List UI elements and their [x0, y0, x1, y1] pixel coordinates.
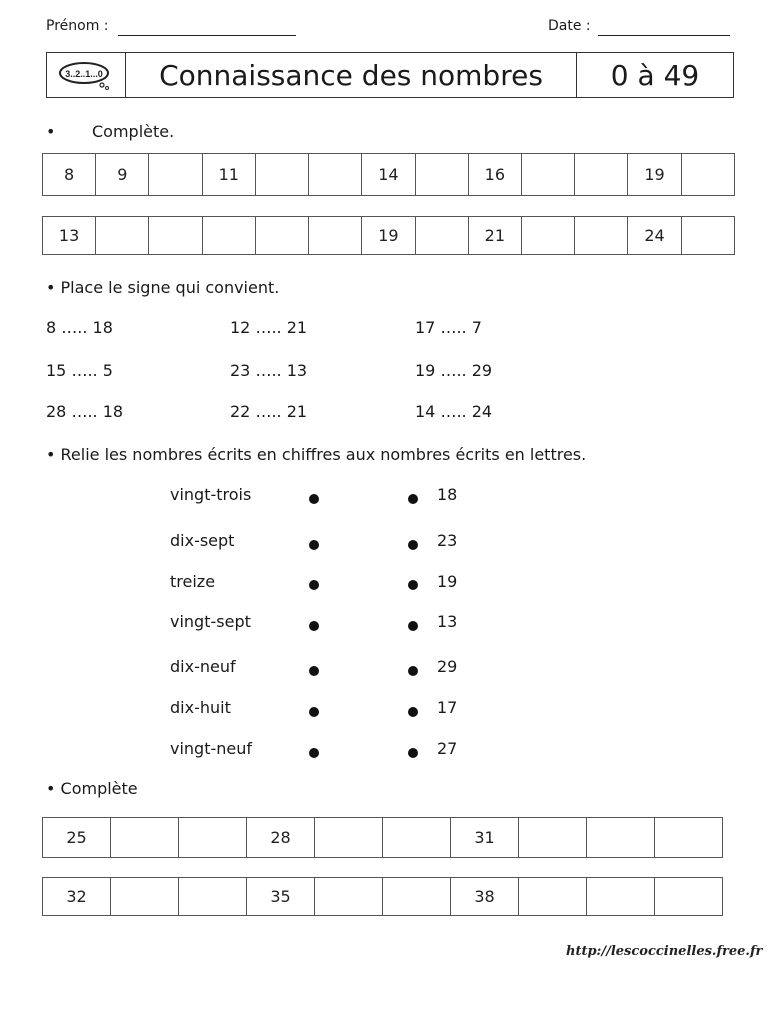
compare-item[interactable]: 23 ….. 13 — [230, 361, 308, 380]
blank-cell[interactable] — [315, 878, 383, 916]
blank-cell[interactable] — [655, 818, 723, 858]
section4-heading: • Complète — [46, 779, 138, 798]
number-grid-row-3 — [42, 817, 723, 858]
left-dot[interactable] — [309, 748, 319, 758]
blank-cell[interactable] — [587, 878, 655, 916]
blank-cell[interactable] — [521, 217, 574, 255]
blank-cell[interactable] — [149, 217, 202, 255]
blank-cell[interactable] — [575, 154, 628, 196]
right-dot[interactable] — [408, 748, 418, 758]
word-label: vingt-trois — [170, 485, 252, 504]
page-title: Connaissance des nombres — [126, 53, 577, 97]
number-cell: 32 — [43, 878, 111, 916]
blank-cell[interactable] — [415, 217, 468, 255]
number-cell: 31 — [451, 818, 519, 858]
compare-item[interactable]: 14 ….. 24 — [415, 402, 493, 421]
title-box — [46, 52, 734, 98]
compare-item[interactable]: 8 ….. 18 — [46, 318, 113, 337]
blank-cell[interactable] — [575, 217, 628, 255]
number-label: 18 — [437, 485, 458, 504]
blank-cell[interactable] — [383, 818, 451, 858]
word-label: dix-huit — [170, 698, 231, 717]
number-cell: 28 — [247, 818, 315, 858]
compare-item[interactable]: 19 ….. 29 — [415, 361, 493, 380]
blank-cell[interactable] — [415, 154, 468, 196]
word-label: dix-neuf — [170, 657, 236, 676]
number-range: 0 à 49 — [610, 58, 700, 92]
word-label: vingt-neuf — [170, 739, 253, 758]
number-cell: 35 — [247, 878, 315, 916]
number-cell: 13 — [43, 217, 96, 255]
section1-bullet: • — [46, 122, 56, 141]
date-line[interactable] — [598, 35, 730, 36]
blank-cell[interactable] — [149, 154, 202, 196]
left-dot[interactable] — [309, 494, 319, 504]
blank-cell[interactable] — [179, 878, 247, 916]
number-cell: 38 — [451, 878, 519, 916]
blank-cell[interactable] — [681, 154, 734, 196]
blank-cell[interactable] — [96, 217, 149, 255]
number-label: 27 — [437, 739, 458, 758]
number-label: 13 — [437, 612, 458, 631]
word-label: dix-sept — [170, 531, 235, 550]
left-dot[interactable] — [309, 666, 319, 676]
right-dot[interactable] — [408, 621, 418, 631]
countdown-logo — [47, 53, 126, 97]
logo-text: 3..2..1...0 — [65, 69, 103, 79]
blank-cell[interactable] — [681, 217, 734, 255]
blank-cell[interactable] — [111, 818, 179, 858]
compare-item[interactable]: 17 ….. 7 — [415, 318, 482, 337]
compare-item[interactable]: 15 ….. 5 — [46, 361, 113, 380]
compare-item[interactable]: 28 ….. 18 — [46, 402, 124, 421]
number-cell: 11 — [202, 154, 255, 196]
word-label: vingt-sept — [170, 612, 251, 631]
number-grid-row-1 — [42, 153, 735, 196]
section1-heading: Complète. — [92, 122, 175, 141]
left-dot[interactable] — [309, 580, 319, 590]
number-cell: 8 — [43, 154, 96, 196]
word-label: treize — [170, 572, 216, 591]
blank-cell[interactable] — [655, 878, 723, 916]
number-label: 29 — [437, 657, 458, 676]
blank-cell[interactable] — [111, 878, 179, 916]
number-cell: 14 — [362, 154, 415, 196]
blank-cell[interactable] — [255, 217, 308, 255]
date-label: Date : — [548, 18, 591, 34]
compare-item[interactable]: 12 ….. 21 — [230, 318, 308, 337]
number-cell: 24 — [628, 217, 681, 255]
number-label: 23 — [437, 531, 458, 550]
blank-cell[interactable] — [315, 818, 383, 858]
number-cell: 9 — [96, 154, 149, 196]
blank-cell[interactable] — [309, 154, 362, 196]
right-dot[interactable] — [408, 707, 418, 717]
left-dot[interactable] — [309, 621, 319, 631]
number-cell: 19 — [362, 217, 415, 255]
number-grid-row-4 — [42, 877, 723, 916]
number-label: 19 — [437, 572, 458, 591]
blank-cell[interactable] — [521, 154, 574, 196]
left-dot[interactable] — [309, 707, 319, 717]
blank-cell[interactable] — [519, 818, 587, 858]
thought-bubble-icon — [54, 57, 118, 93]
right-dot[interactable] — [408, 666, 418, 676]
prenom-label: Prénom : — [46, 18, 109, 34]
blank-cell[interactable] — [309, 217, 362, 255]
left-dot[interactable] — [309, 540, 319, 550]
prenom-line[interactable] — [118, 35, 296, 36]
number-cell: 25 — [43, 818, 111, 858]
footer-url[interactable]: http://lescoccinelles.free.fr — [566, 944, 763, 959]
compare-item[interactable]: 22 ….. 21 — [230, 402, 308, 421]
blank-cell[interactable] — [179, 818, 247, 858]
blank-cell[interactable] — [202, 217, 255, 255]
blank-cell[interactable] — [587, 818, 655, 858]
number-cell: 21 — [468, 217, 521, 255]
number-grid-row-2 — [42, 216, 735, 255]
section2-heading: • Place le signe qui convient. — [46, 278, 280, 297]
number-label: 17 — [437, 698, 458, 717]
number-cell: 19 — [628, 154, 681, 196]
right-dot[interactable] — [408, 540, 418, 550]
right-dot[interactable] — [408, 494, 418, 504]
number-cell: 16 — [468, 154, 521, 196]
right-dot[interactable] — [408, 580, 418, 590]
blank-cell[interactable] — [255, 154, 308, 196]
blank-cell[interactable] — [383, 878, 451, 916]
blank-cell[interactable] — [519, 878, 587, 916]
section3-heading: • Relie les nombres écrits en chiffres aux nombres écrits en lettres. — [46, 445, 587, 464]
